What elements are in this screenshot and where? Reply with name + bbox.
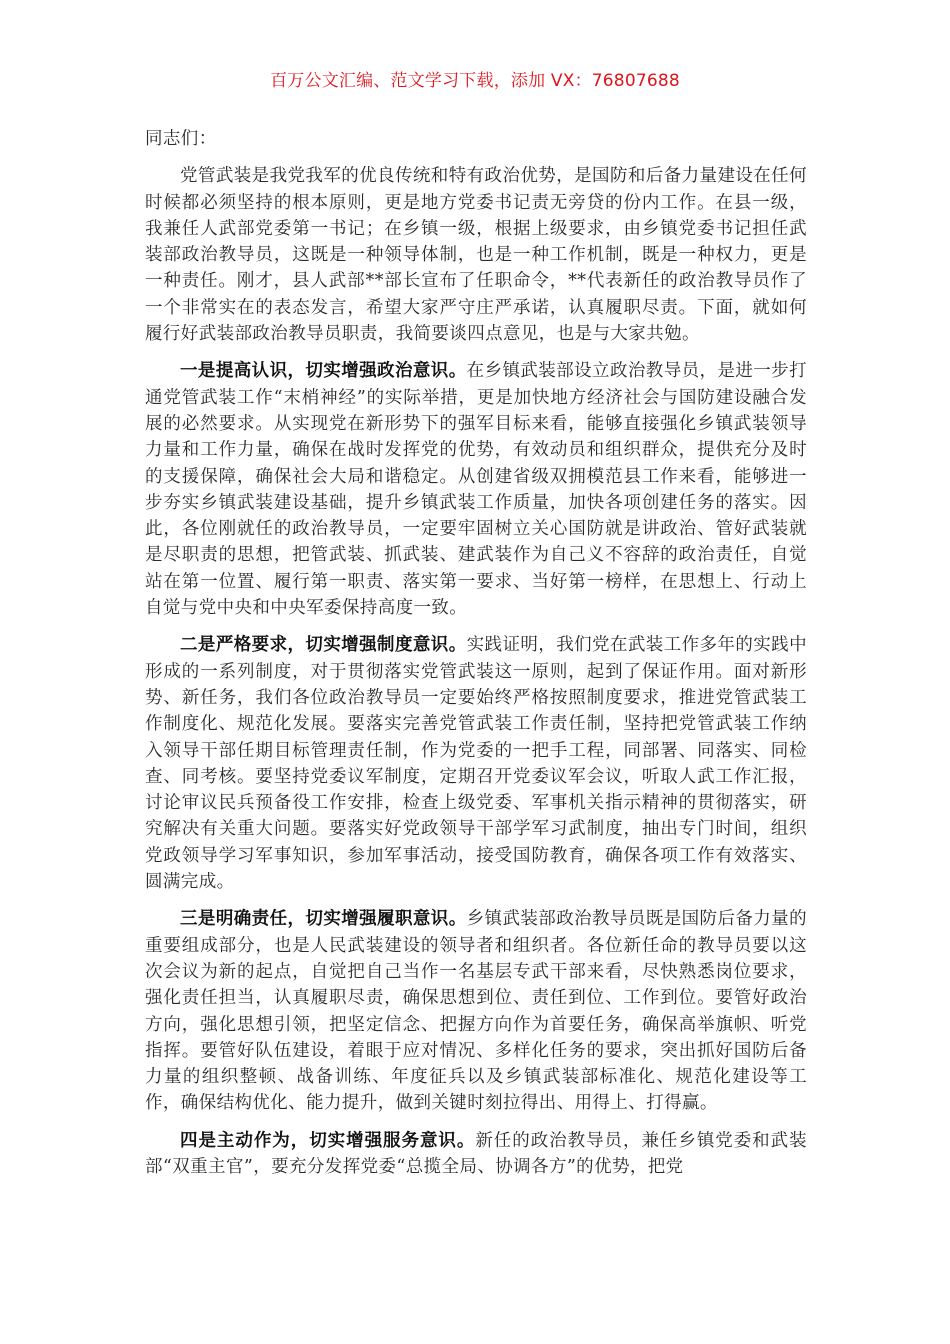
paragraph-heading: 四是主动作为，切实增强服务意识。 [180,1130,476,1151]
paragraph-text: 实践证明，我们党在武装工作多年的实践中形成的一系列制度，对于贯彻落实党管武装这一原则，起到了保证作用。面对新形势、新任务，我们各位政治教导员一定要始终严格按照制度要求，推进党管武装工作制度化、规范化发展。要落实完善党管武装工作责任制，坚持把党管武装工作纳入领导干部任期目标管理责任制，作为党委的一把手工程，同部署、同落实、同检查、同考核。要坚持党委议军制度，定期召开党委议军会议，听取人武工作汇报，讨论审议民兵预备役工作安排，检查上级党委、军事机关指示精神的贯彻落实，研究解决有关重大问题。要落实好党政领导干部学军习武制度，抽出专门时间，组织党政领导学习军事知识，参加军事活动，接受国防教育，确保各项工作有效落实、圆满完成。 [145,635,807,893]
paragraph-text: 乡镇武装部政治教导员既是国防后备力量的重要组成部分，也是人民武装建设的领导者和组织者。各位新任命的教导员要以这次会议为新的起点，自觉把自己当作一名基层专武干部来看，尽快熟悉岗位要求，强化责任担当，认真履职尽责，确保思想到位、责任到位、工作到位。要管好政治方向，强化思想引领，把坚定信念、把握方向作为首要任务，确保高举旗帜、听党指挥。要管好队伍建设，着眼于应对情况、多样化任务的要求，突出抓好国防后备力量的组织整顿、战备训练、年度征兵以及乡镇武装部标准化、规范化建设等工作，确保结构优化、能力提升，做到关键时刻拉得出、用得上、打得赢。 [145,909,807,1114]
paragraph-heading: 一是提高认识，切实增强政治意识。 [180,361,467,382]
paragraph-text: 在乡镇武装部设立政治教导员，是进一步打通党管武装工作“末梢神经”的实际举措，更是加快地方经济社会与国防建设融合发展的必然要求。从实现党在新形势下的强军目标来看，能够直接强化乡镇武装领导力量和工作力量，确保在战时发挥党的优势，有效动员和组织群众，提供充分及时的支援保障，确保社会大局和谐稳定。从创建省级双拥模范县工作来看，能够进一步夯实乡镇武装建设基础，提升乡镇武装工作质量，加快各项创建任务的落实。因此，各位刚就任的政治教导员，一定要牢固树立关心国防就是讲政治、管好武装就是尽职责的思想，把管武装、抓武装、建武装作为自己义不容辞的政治责任，自觉站在第一位置、履行第一职责、落实第一要求、当好第一榜样，在思想上、行动上自觉与党中央和中央军委保持高度一致。 [145,361,807,619]
paragraph-point-4 [145,1128,807,1181]
paragraph-point-2 [145,632,807,895]
paragraph-text: 新任的政治教导员，兼任乡镇党委和武装部“双重主官”，要充分发挥党委“总揽全局、协调各方”的优势，把党 [145,1130,808,1177]
paragraph-intro [145,163,807,347]
header-banner: 百万公文汇编、范文学习下载，添加 VX：76807688 [270,71,680,91]
paragraph-point-3 [145,906,807,1116]
document-body [145,126,807,1191]
paragraph-text: 党管武装是我党我军的优良传统和特有政治优势，是国防和后备力量建设在任何时候都必须坚持的根本原则，更是地方党委书记责无旁贷的份内工作。在县一级，我兼任人武部党委第一书记；在乡镇一级，根据上级要求，由乡镇党委书记担任武装部政治教导员，这既是一种领导体制，也是一种工作机制，既是一种权力，更是一种责任。刚才，县人武部**部长宣布了任职命令，**代表新任的政治教导员作了一个非常实在的表态发言，希望大家严守庄严承诺，认真履职尽责。下面，就如何履行好武装部政治教导员职责，我简要谈四点意见，也是与大家共勉。 [145,166,807,345]
salutation: 同志们： [145,129,217,149]
paragraph-heading: 三是明确责任，切实增强履职意识。 [180,909,467,930]
paragraph-heading: 二是严格要求，切实增强制度意识。 [180,635,467,656]
paragraph-point-1 [145,358,807,621]
